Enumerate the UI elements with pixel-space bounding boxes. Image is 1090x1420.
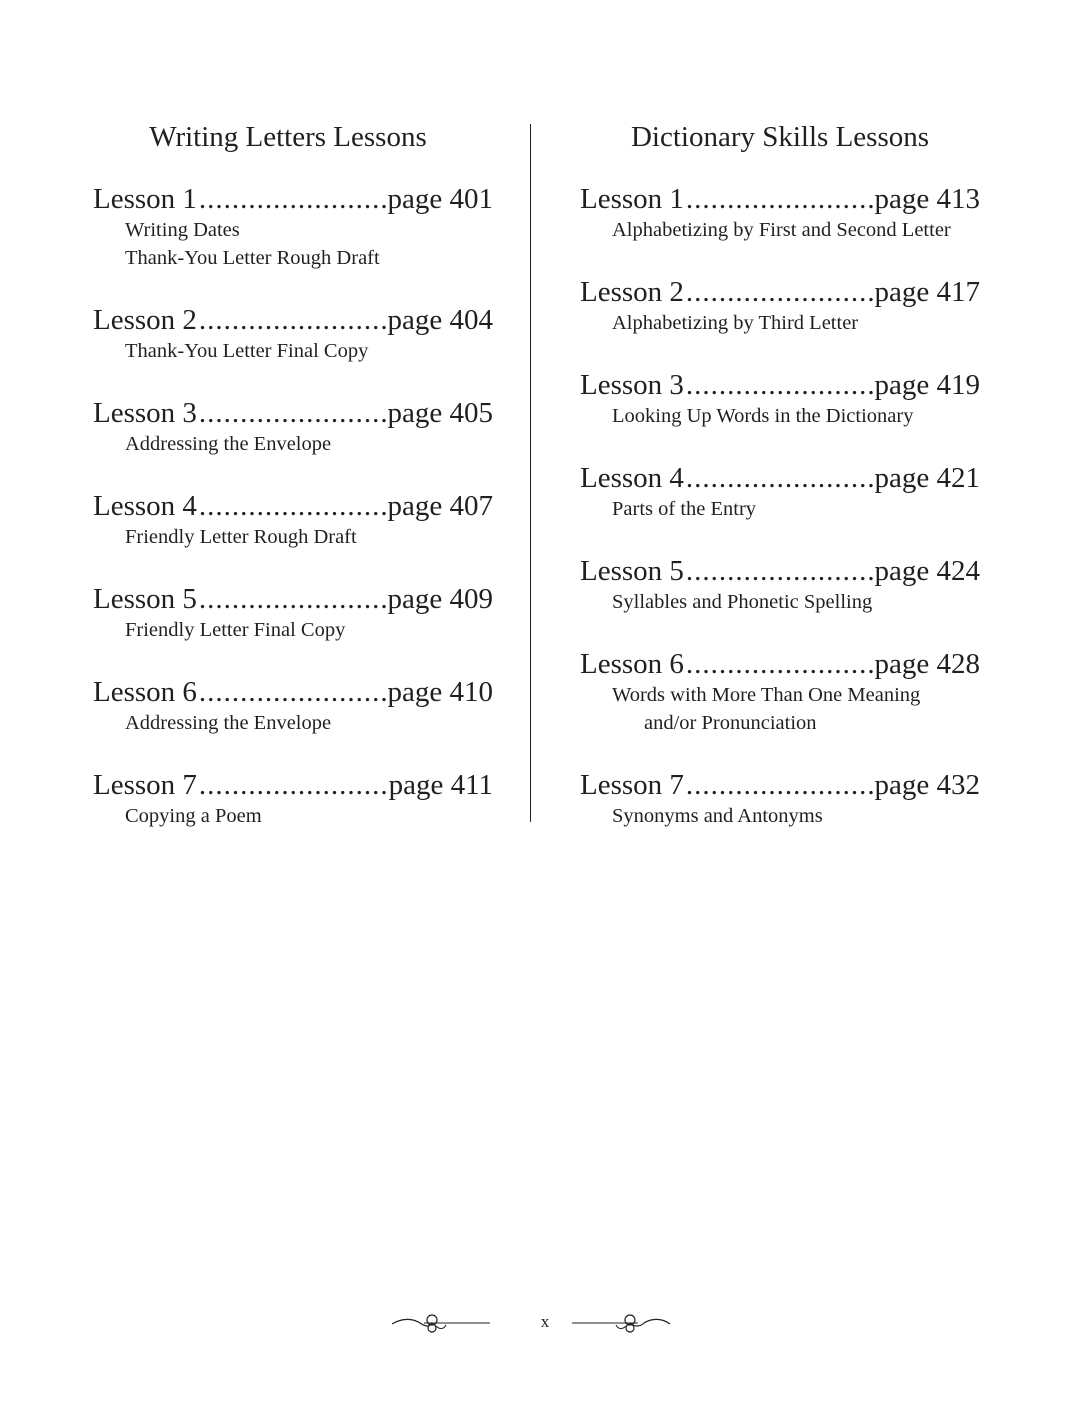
page-folio: x	[540, 1312, 550, 1331]
lesson-label: Lesson 5	[580, 555, 684, 587]
lesson-label: Lesson 2	[93, 304, 197, 336]
lesson-topic: Parts of the Entry	[612, 498, 757, 520]
lesson-label: Lesson 5	[93, 583, 197, 615]
lesson-topic: Friendly Letter Final Copy	[125, 619, 346, 641]
leader-dots	[686, 275, 873, 309]
lesson-line	[93, 675, 493, 709]
lesson-entry	[580, 368, 980, 430]
page-number: page 432	[874, 769, 980, 801]
leader-dots	[199, 768, 387, 802]
lesson-line	[580, 275, 980, 309]
lesson-label: Lesson 3	[93, 397, 197, 429]
lesson-entry	[580, 275, 980, 337]
page-number: page 404	[387, 304, 493, 336]
lesson-topic: Alphabetizing by Third Letter	[612, 312, 859, 334]
page-number: page 421	[874, 462, 980, 494]
lesson-entry	[93, 675, 493, 737]
lesson-topic: Thank-You Letter Rough Draft	[125, 247, 380, 269]
lesson-label: Lesson 6	[93, 676, 197, 708]
lesson-topic: Synonyms and Antonyms	[612, 805, 823, 827]
lesson-line	[580, 768, 980, 802]
page-number: page 410	[387, 676, 493, 708]
lesson-label: Lesson 3	[580, 369, 684, 401]
lesson-line	[93, 303, 493, 337]
lesson-entry	[93, 303, 493, 365]
lesson-entry	[580, 182, 980, 244]
column-divider	[530, 124, 531, 822]
lesson-label: Lesson 1	[580, 183, 684, 215]
section-title: Dictionary Skills Lessons	[630, 121, 930, 153]
section-title: Writing Letters Lessons	[149, 121, 427, 153]
lesson-label: Lesson 4	[580, 462, 684, 494]
lesson-label: Lesson 7	[580, 769, 684, 801]
lesson-line	[93, 768, 493, 802]
leader-dots	[199, 303, 386, 337]
page-number: page 428	[874, 648, 980, 680]
lesson-label: Lesson 6	[580, 648, 684, 680]
lesson-entry	[93, 182, 493, 272]
lesson-line	[580, 182, 980, 216]
page-number: page 424	[874, 555, 980, 587]
page-number: page 401	[387, 183, 493, 215]
page-number: page 411	[388, 769, 493, 801]
leader-dots	[199, 582, 386, 616]
writing-letters-column	[93, 118, 493, 861]
lesson-line	[93, 582, 493, 616]
lesson-line	[93, 396, 493, 430]
leader-dots	[199, 489, 386, 523]
lesson-entry	[93, 768, 493, 830]
lesson-topic: Friendly Letter Rough Draft	[125, 526, 357, 548]
page-number: page 417	[874, 276, 980, 308]
leader-dots	[686, 368, 873, 402]
lesson-topic: Addressing the Envelope	[125, 712, 332, 734]
lesson-topic: Looking Up Words in the Dictionary	[612, 405, 914, 427]
leader-dots	[199, 182, 386, 216]
flourish-ornament-icon	[570, 1306, 672, 1340]
leader-dots	[199, 396, 386, 430]
lesson-label: Lesson 4	[93, 490, 197, 522]
lesson-topic: Alphabetizing by First and Second Letter	[612, 219, 951, 241]
leader-dots	[686, 554, 873, 588]
lesson-topic: Words with More Than One Meaning	[612, 684, 921, 706]
page-number: page 405	[387, 397, 493, 429]
lesson-line	[580, 647, 980, 681]
leader-dots	[686, 461, 873, 495]
leader-dots	[686, 647, 873, 681]
page-footer	[0, 1306, 1090, 1342]
lesson-entry	[580, 461, 980, 523]
lesson-topic: Copying a Poem	[125, 805, 262, 827]
lesson-entry	[93, 396, 493, 458]
leader-dots	[686, 768, 873, 802]
lesson-entry	[580, 554, 980, 616]
lesson-line	[93, 489, 493, 523]
lesson-label: Lesson 7	[93, 769, 197, 801]
page-number: page 409	[387, 583, 493, 615]
leader-dots	[686, 182, 873, 216]
lesson-topic: Addressing the Envelope	[125, 433, 332, 455]
lesson-topic: Syllables and Phonetic Spelling	[612, 591, 873, 613]
lesson-topic: Writing Dates	[125, 219, 240, 241]
page-number: page 413	[874, 183, 980, 215]
lesson-entry	[580, 647, 980, 737]
lesson-line	[580, 461, 980, 495]
lesson-line	[580, 554, 980, 588]
lesson-label: Lesson 1	[93, 183, 197, 215]
leader-dots	[199, 675, 386, 709]
lesson-topic: and/or Pronunciation	[644, 712, 817, 734]
lesson-entry	[93, 489, 493, 551]
lesson-topic: Thank-You Letter Final Copy	[125, 340, 369, 362]
page-number: page 419	[874, 369, 980, 401]
lesson-entry	[580, 768, 980, 830]
lesson-line	[580, 368, 980, 402]
dictionary-skills-column	[580, 118, 980, 861]
lesson-entry	[93, 582, 493, 644]
page-number: page 407	[387, 490, 493, 522]
lesson-label: Lesson 2	[580, 276, 684, 308]
lesson-line	[93, 182, 493, 216]
